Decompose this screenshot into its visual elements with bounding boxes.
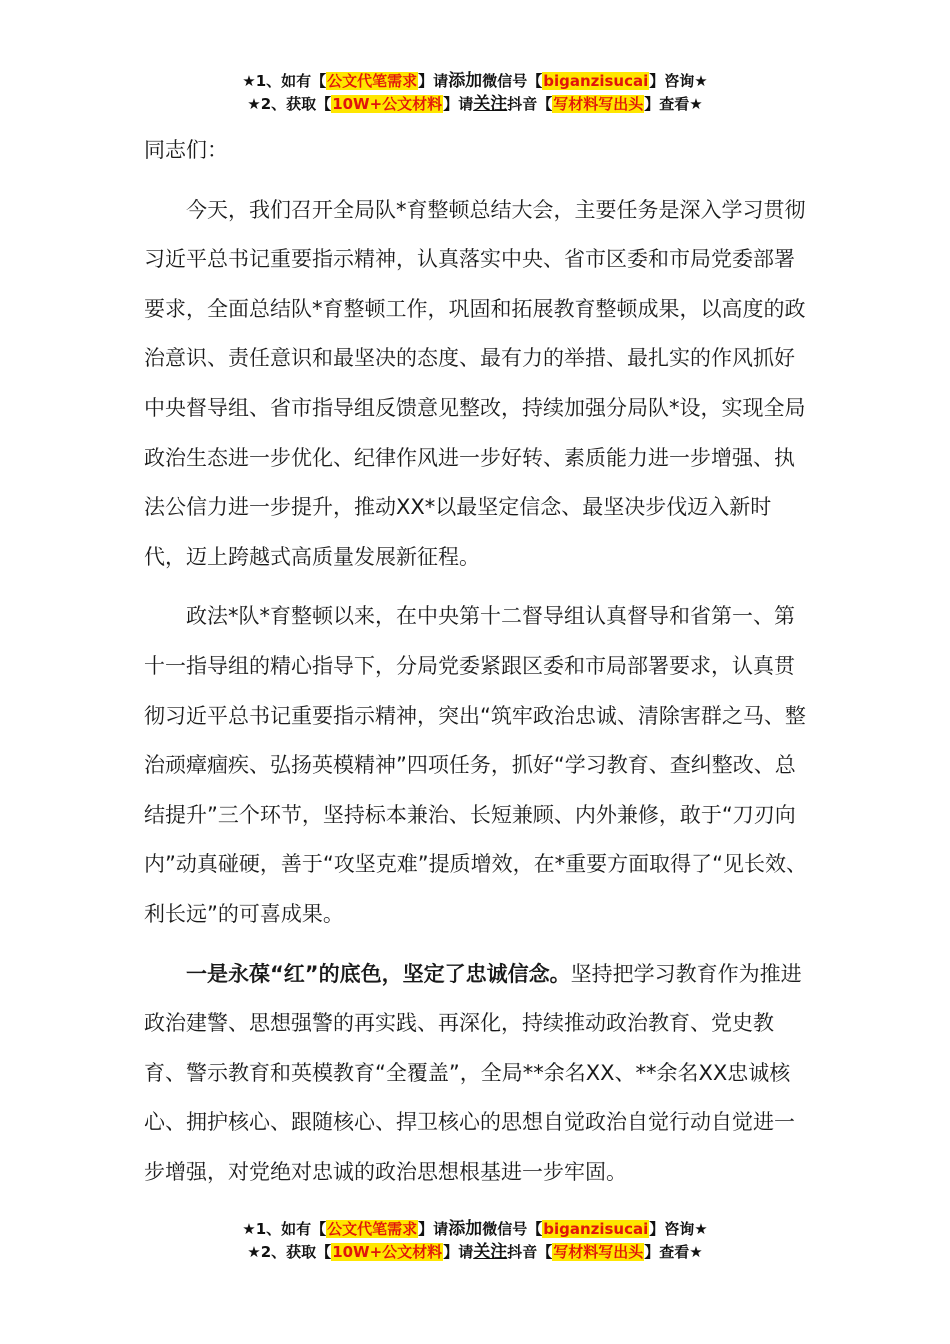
wechat-id-highlight: biganzisucai [543, 1220, 649, 1238]
paragraph-1: 今天，我们召开全局队*育整顿总结大会，主要任务是深入学习贯彻习近平总书记重要指示精神，认真落实中央、省市区委和市局党委部署要求，全面总结队*育整顿工作，巩固和拓展教育整顿成果，以高度的政治意识、责任意识和最坚决的态度、最有力的举措、最扎实的作风抓好中央督导组、省市指导组反馈意见整改，持续加强分局队*设，实现全局政治生态进一步优化、纪律作风进一步好转、素质能力进一步增强、执法公信力进一步提升，推动XX*以最坚定信念、最坚决步伐迈入新时代，迈上跨越式高质量发展新征程。 [144, 197, 806, 569]
promo-keyword: 添加 [448, 71, 483, 91]
promo-text: 】咨询★ [649, 1220, 708, 1238]
paragraph-3-heading: 一是永葆“红”的底色，坚定了忠诚信念。 [186, 961, 571, 986]
wechat-id-highlight: biganzisucai [543, 72, 649, 90]
promo-highlight: 10W+公文材料 [332, 1243, 443, 1261]
promo-text: 】咨询★ [649, 72, 708, 90]
promo-keyword: 添加 [448, 1219, 483, 1239]
promo-text: 抖音【 [507, 95, 553, 113]
promo-keyword: 关注 [473, 1242, 508, 1262]
document-body [144, 126, 809, 1197]
promo-text: 】请 [443, 1243, 474, 1261]
promo-text: 】查看★ [644, 1243, 703, 1261]
top-promo-banner [0, 70, 950, 116]
promo-line-2 [0, 93, 950, 116]
douyin-account-highlight: 写材料写出头 [553, 95, 644, 113]
promo-line-1 [0, 1218, 950, 1241]
paragraph-2: 政法*队*育整顿以来，在中央第十二督导组认真督导和省第一、第十一指导组的精心指导下，分局党委紧跟区委和市局部署要求，认真贯彻习近平总书记重要指示精神，突出“筑牢政治忠诚、清除害群之马、整治顽瘴痼疾、弘扬英模精神”四项任务，抓好“学习教育、查纠整改、总结提升”三个环节，坚持标本兼治、长短兼顾、内外兼修，敢于“刀刃向内”动真碰硬，善于“攻坚克难”提质增效，在*重要方面取得了“见长效、利长远”的可喜成果。 [144, 604, 808, 926]
promo-keyword: 关注 [473, 94, 508, 114]
promo-text: 抖音【 [507, 1243, 553, 1261]
douyin-account-highlight: 写材料写出头 [553, 1243, 644, 1261]
promo-text: ★1、如有【 [242, 72, 327, 90]
salutation: 同志们： [144, 138, 228, 162]
paragraph-3-text: 坚持把学习教育作为推进政治建警、思想强警的再实践、再深化，持续推动政治教育、党史教育、警示教育和英模教育“全覆盖”，全局**余名XX、**余名XX忠诚核心、拥护核心、跟随核心、捍卫核心的思想自觉政治自觉行动自觉进一步增强，对党绝对忠诚的政治思想根基进一步牢固。 [144, 961, 802, 1184]
promo-text: ★2、获取【 [247, 95, 332, 113]
promo-text: 】请 [443, 95, 474, 113]
promo-text: ★2、获取【 [247, 1243, 332, 1261]
promo-line-1 [0, 70, 950, 93]
promo-highlight: 公文代笔需求 [327, 72, 418, 90]
promo-text: 】请 [418, 72, 449, 90]
promo-text: 】请 [418, 1220, 449, 1238]
promo-line-2 [0, 1241, 950, 1264]
promo-highlight: 公文代笔需求 [327, 1220, 418, 1238]
promo-text: 微信号【 [482, 1220, 543, 1238]
paragraph-3 [144, 950, 809, 1198]
promo-text: 】查看★ [644, 95, 703, 113]
promo-text: ★1、如有【 [242, 1220, 327, 1238]
bottom-promo-banner [0, 1218, 950, 1264]
promo-highlight: 10W+公文材料 [332, 95, 443, 113]
promo-text: 微信号【 [482, 72, 543, 90]
